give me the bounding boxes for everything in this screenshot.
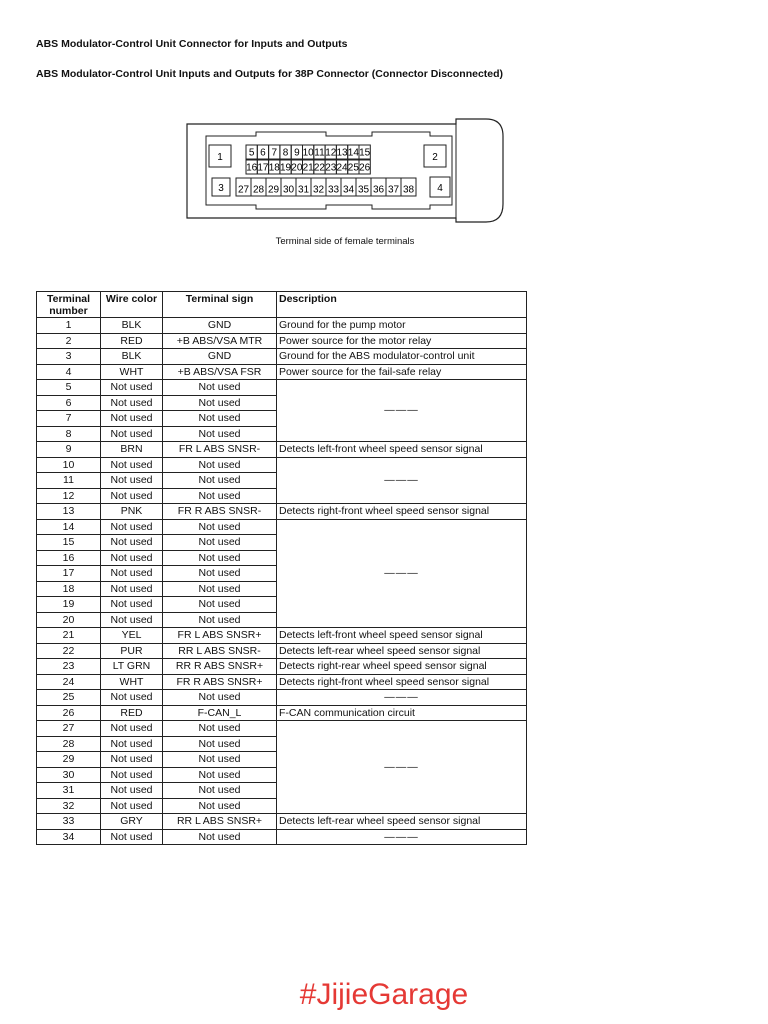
- description-cell: Detects left-front wheel speed sensor signal: [277, 442, 527, 458]
- terminal-cell: 27: [37, 721, 101, 737]
- pin-label: 35: [357, 184, 370, 196]
- pin-1-label: 1: [217, 152, 223, 163]
- terminal-sign-cell: RR L ABS SNSR+: [163, 814, 277, 830]
- terminal-cell: 29: [37, 752, 101, 768]
- terminal-cell: 7: [37, 411, 101, 427]
- wire-color-cell: Not used: [101, 690, 163, 706]
- terminal-cell: 20: [37, 612, 101, 628]
- table-row: [37, 380, 527, 396]
- table-row: [37, 628, 527, 644]
- terminal-cell: 4: [37, 364, 101, 380]
- terminal-cell: 10: [37, 457, 101, 473]
- wire-color-cell: Not used: [101, 721, 163, 737]
- terminal-cell: 33: [37, 814, 101, 830]
- description-dash-cell: ———: [277, 380, 527, 442]
- terminal-sign-cell: Not used: [163, 798, 277, 814]
- terminal-sign-cell: Not used: [163, 473, 277, 489]
- terminal-sign-cell: Not used: [163, 597, 277, 613]
- table-row: [37, 333, 527, 349]
- terminal-cell: 6: [37, 395, 101, 411]
- pin-label: 10: [302, 147, 314, 159]
- terminal-cell: 30: [37, 767, 101, 783]
- description-dash-cell: ———: [277, 457, 527, 504]
- terminal-sign-cell: +B ABS/VSA MTR: [163, 333, 277, 349]
- pin-label: 26: [359, 162, 371, 174]
- pin-label: 15: [359, 147, 371, 159]
- terminal-sign-cell: Not used: [163, 767, 277, 783]
- table-row: [37, 349, 527, 365]
- table-row: [37, 659, 527, 675]
- wire-color-cell: BLK: [101, 349, 163, 365]
- description-cell: Power source for the fail-safe relay: [277, 364, 527, 380]
- table-row: [37, 705, 527, 721]
- terminal-sign-cell: Not used: [163, 581, 277, 597]
- description-cell: Detects right-front wheel speed sensor signal: [277, 674, 527, 690]
- wire-color-cell: BLK: [101, 318, 163, 334]
- table-title: ABS Modulator-Control Unit Inputs and Outputs for 38P Connector (Connector Disconnected): [36, 68, 504, 80]
- terminal-cell: 26: [37, 705, 101, 721]
- pin-label: 27: [237, 184, 250, 196]
- pin-label: 12: [325, 147, 337, 159]
- terminal-sign-cell: Not used: [163, 752, 277, 768]
- terminal-sign-cell: Not used: [163, 488, 277, 504]
- description-cell: Ground for the pump motor: [277, 318, 527, 334]
- pin-label: 38: [402, 184, 415, 196]
- table-row: [37, 721, 527, 737]
- terminal-cell: 14: [37, 519, 101, 535]
- table-row: [37, 643, 527, 659]
- wire-color-cell: Not used: [101, 395, 163, 411]
- wire-color-cell: Not used: [101, 597, 163, 613]
- terminal-sign-cell: FR L ABS SNSR+: [163, 628, 277, 644]
- wire-color-cell: Not used: [101, 767, 163, 783]
- terminal-cell: 22: [37, 643, 101, 659]
- terminal-sign-cell: Not used: [163, 721, 277, 737]
- terminal-sign-cell: FR L ABS SNSR-: [163, 442, 277, 458]
- pin-label: 5: [248, 147, 255, 159]
- wire-color-cell: Not used: [101, 519, 163, 535]
- terminal-sign-cell: Not used: [163, 519, 277, 535]
- wire-color-cell: Not used: [101, 581, 163, 597]
- pin-label: 31: [297, 184, 310, 196]
- terminal-sign-cell: Not used: [163, 457, 277, 473]
- wire-color-cell: BRN: [101, 442, 163, 458]
- terminal-sign-cell: Not used: [163, 395, 277, 411]
- wire-color-cell: Not used: [101, 380, 163, 396]
- wire-color-cell: Not used: [101, 566, 163, 582]
- pin-label: 8: [282, 147, 289, 159]
- wire-color-cell: Not used: [101, 736, 163, 752]
- terminal-cell: 17: [37, 566, 101, 582]
- pin-label: 32: [312, 184, 325, 196]
- pin-label: 25: [347, 162, 359, 174]
- terminal-sign-cell: Not used: [163, 690, 277, 706]
- terminal-cell: 32: [37, 798, 101, 814]
- pin-label: 28: [252, 184, 265, 196]
- terminal-cell: 28: [37, 736, 101, 752]
- terminal-sign-cell: F-CAN_L: [163, 705, 277, 721]
- terminal-sign-cell: Not used: [163, 612, 277, 628]
- terminal-sign-cell: Not used: [163, 736, 277, 752]
- pin-label: 24: [336, 162, 348, 174]
- pin-label: 17: [257, 162, 269, 174]
- wire-color-cell: Not used: [101, 783, 163, 799]
- terminal-cell: 2: [37, 333, 101, 349]
- pin-label: 22: [313, 162, 326, 174]
- wire-color-cell: Not used: [101, 752, 163, 768]
- description-cell: Detects left-rear wheel speed sensor signal: [277, 643, 527, 659]
- pin-label: 34: [342, 184, 355, 196]
- wire-color-cell: WHT: [101, 364, 163, 380]
- pin-label: 33: [327, 184, 340, 196]
- wire-color-cell: Not used: [101, 473, 163, 489]
- table-row: [37, 364, 527, 380]
- terminal-sign-cell: Not used: [163, 550, 277, 566]
- description-cell: Ground for the ABS modulator-control unit: [277, 349, 527, 365]
- header-wire-color: Wire color: [101, 292, 163, 318]
- terminal-cell: 19: [37, 597, 101, 613]
- terminal-cell: 1: [37, 318, 101, 334]
- description-cell: ———: [277, 690, 527, 706]
- terminal-cell: 8: [37, 426, 101, 442]
- table-row: [37, 442, 527, 458]
- connector-diagram: [186, 118, 504, 224]
- wire-color-cell: PNK: [101, 504, 163, 520]
- terminal-cell: 12: [37, 488, 101, 504]
- pin-label: 21: [302, 162, 314, 174]
- pin-label: 23: [325, 162, 337, 174]
- diagram-caption: Terminal side of female terminals: [275, 236, 415, 247]
- pin-4-label: 4: [437, 183, 443, 194]
- pin-label: 13: [336, 147, 348, 159]
- terminal-sign-cell: RR R ABS SNSR+: [163, 659, 277, 675]
- pin-label: 14: [347, 147, 359, 159]
- terminal-cell: 31: [37, 783, 101, 799]
- table-row: [37, 504, 527, 520]
- terminal-table: [36, 291, 527, 845]
- pin-label: 20: [291, 162, 303, 174]
- wire-color-cell: Not used: [101, 798, 163, 814]
- wire-color-cell: Not used: [101, 411, 163, 427]
- terminal-sign-cell: FR R ABS SNSR+: [163, 674, 277, 690]
- table-row: [37, 318, 527, 334]
- wire-color-cell: YEL: [101, 628, 163, 644]
- description-dash-cell: ———: [277, 519, 527, 628]
- terminal-cell: 16: [37, 550, 101, 566]
- pin-label: 18: [268, 162, 280, 174]
- wire-color-cell: WHT: [101, 674, 163, 690]
- pin-3-label: 3: [218, 183, 224, 194]
- terminal-sign-cell: GND: [163, 318, 277, 334]
- table-row: [37, 519, 527, 535]
- pin-label: 7: [271, 147, 278, 159]
- terminal-sign-cell: Not used: [163, 411, 277, 427]
- pin-label: 19: [279, 162, 292, 174]
- pin-label: 36: [372, 184, 385, 196]
- wire-color-cell: Not used: [101, 488, 163, 504]
- description-cell: Power source for the motor relay: [277, 333, 527, 349]
- terminal-cell: 18: [37, 581, 101, 597]
- description-cell: Detects right-rear wheel speed sensor signal: [277, 659, 527, 675]
- terminal-sign-cell: FR R ABS SNSR-: [163, 504, 277, 520]
- header-terminal-number: Terminal number: [37, 292, 101, 318]
- terminal-sign-cell: +B ABS/VSA FSR: [163, 364, 277, 380]
- terminal-sign-cell: Not used: [163, 566, 277, 582]
- terminal-cell: 5: [37, 380, 101, 396]
- pin-label: 29: [267, 184, 280, 196]
- description-cell: Detects left-front wheel speed sensor signal: [277, 628, 527, 644]
- terminal-sign-cell: Not used: [163, 829, 277, 845]
- terminal-sign-cell: RR L ABS SNSR-: [163, 643, 277, 659]
- table-header-row: [37, 292, 527, 318]
- terminal-sign-cell: GND: [163, 349, 277, 365]
- wire-color-cell: PUR: [101, 643, 163, 659]
- pin-2-label: 2: [432, 152, 438, 163]
- section-title: ABS Modulator-Control Unit Connector for Inputs and Outputs: [36, 38, 348, 50]
- terminal-cell: 24: [37, 674, 101, 690]
- terminal-cell: 9: [37, 442, 101, 458]
- terminal-cell: 15: [37, 535, 101, 551]
- description-cell: F-CAN communication circuit: [277, 705, 527, 721]
- terminal-cell: 13: [37, 504, 101, 520]
- table-row: [37, 457, 527, 473]
- table-row: [37, 814, 527, 830]
- description-dash-cell: ———: [277, 721, 527, 814]
- header-description: Description: [277, 292, 527, 318]
- wire-color-cell: RED: [101, 333, 163, 349]
- wire-color-cell: Not used: [101, 457, 163, 473]
- terminal-sign-cell: Not used: [163, 535, 277, 551]
- wire-color-cell: Not used: [101, 535, 163, 551]
- terminal-sign-cell: Not used: [163, 426, 277, 442]
- terminal-cell: 21: [37, 628, 101, 644]
- header-terminal-sign: Terminal sign: [163, 292, 277, 318]
- watermark: #JijieGarage: [299, 978, 469, 1011]
- terminal-cell: 25: [37, 690, 101, 706]
- terminal-sign-cell: Not used: [163, 783, 277, 799]
- table-row: [37, 674, 527, 690]
- pin-label: 9: [294, 147, 300, 159]
- pin-label: 11: [314, 147, 325, 159]
- description-cell: ———: [277, 829, 527, 845]
- wire-color-cell: RED: [101, 705, 163, 721]
- description-cell: Detects right-front wheel speed sensor signal: [277, 504, 527, 520]
- terminal-cell: 11: [37, 473, 101, 489]
- wire-color-cell: GRY: [101, 814, 163, 830]
- wire-color-cell: Not used: [101, 829, 163, 845]
- table-row: [37, 690, 527, 706]
- terminal-cell: 34: [37, 829, 101, 845]
- description-cell: Detects left-rear wheel speed sensor signal: [277, 814, 527, 830]
- wire-color-cell: Not used: [101, 426, 163, 442]
- wire-color-cell: LT GRN: [101, 659, 163, 675]
- pin-label: 16: [246, 162, 258, 174]
- wire-color-cell: Not used: [101, 612, 163, 628]
- terminal-cell: 23: [37, 659, 101, 675]
- terminal-sign-cell: Not used: [163, 380, 277, 396]
- terminal-cell: 3: [37, 349, 101, 365]
- pin-label: 37: [387, 184, 400, 196]
- pin-label: 6: [260, 147, 266, 159]
- table-row: [37, 829, 527, 845]
- pin-label: 30: [282, 184, 295, 196]
- wire-color-cell: Not used: [101, 550, 163, 566]
